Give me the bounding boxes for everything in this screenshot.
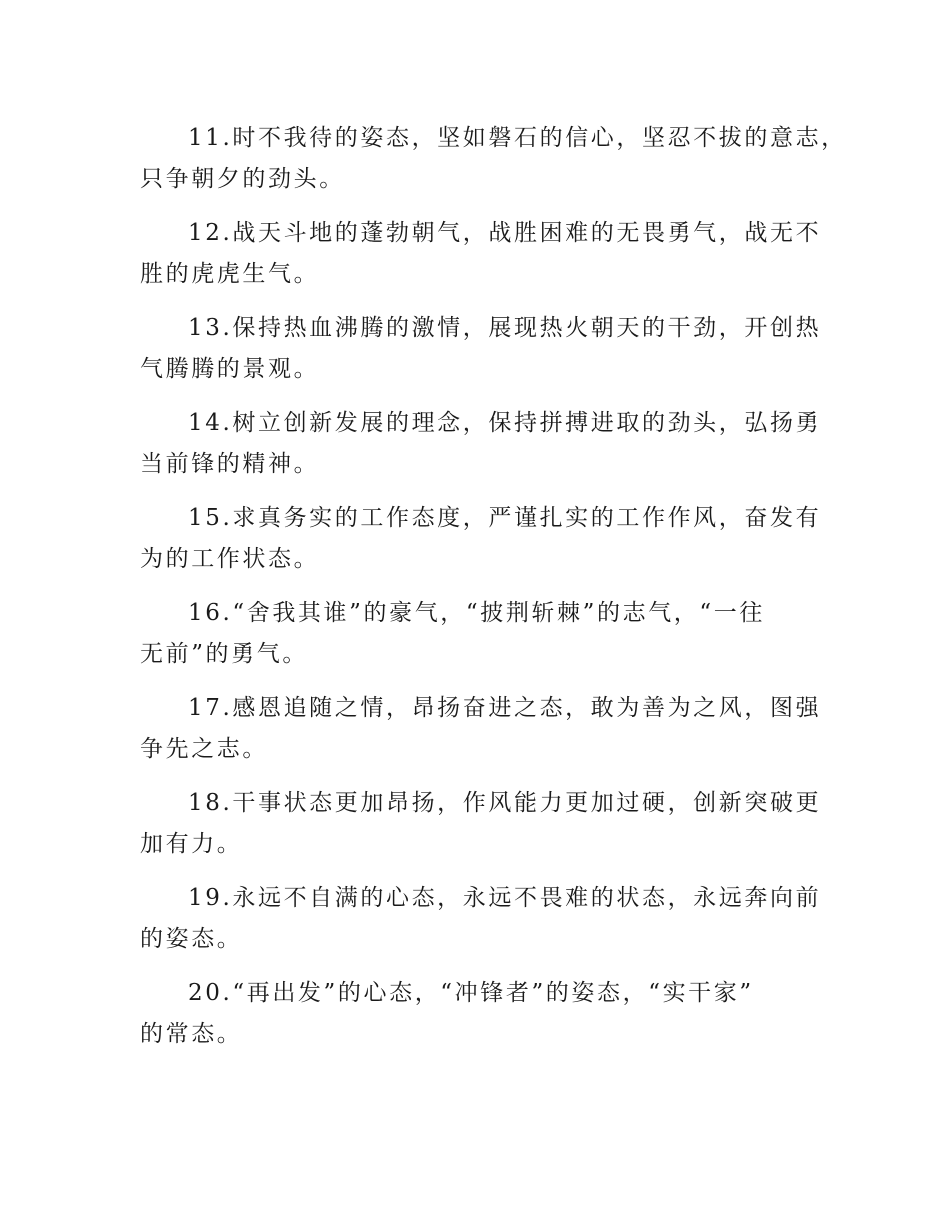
paragraph-11 [140, 118, 847, 200]
paragraph-line: 气腾腾的景观。 [140, 356, 320, 382]
paragraph-line: 15.求真务实的工作态度，严谨扎实的工作作风，奋发有 [188, 505, 822, 531]
paragraph-13 [140, 308, 825, 390]
paragraph-line: 无前”的勇气。 [140, 641, 308, 667]
paragraph-line: 只争朝夕的劲头。 [140, 166, 345, 192]
paragraph-line: 加有力。 [140, 831, 243, 857]
paragraph-line: 为的工作状态。 [140, 546, 320, 572]
paragraph-15 [140, 498, 825, 580]
paragraph-line: 当前锋的精神。 [140, 451, 320, 477]
paragraph-line: 12.战天斗地的蓬勃朝气，战胜困难的无畏勇气，战无不 [188, 220, 822, 246]
paragraph-20 [140, 973, 825, 1055]
paragraph-line: 16.“舍我其谁”的豪气，“披荆斩棘”的志气，“一往 [188, 600, 765, 626]
paragraph-line: 争先之志。 [140, 736, 268, 762]
paragraph-line: 胜的虎虎生气。 [140, 261, 320, 287]
paragraph-line: 18.干事状态更加昂扬，作风能力更加过硬，创新突破更 [188, 790, 822, 816]
paragraph-line: 14.树立创新发展的理念，保持拼搏进取的劲头，弘扬勇 [188, 410, 822, 436]
paragraph-line: 11.时不我待的姿态，坚如磐石的信心，坚忍不拔的意志， [188, 125, 847, 151]
paragraph-line: 17.感恩追随之情，昂扬奋进之态，敢为善为之风，图强 [188, 695, 822, 721]
document-body [140, 118, 847, 1068]
paragraph-12 [140, 213, 825, 295]
paragraph-line: 13.保持热血沸腾的激情，展现热火朝天的干劲，开创热 [188, 315, 822, 341]
paragraph-16 [140, 593, 825, 675]
paragraph-line: 的姿态。 [140, 926, 243, 952]
paragraph-14 [140, 403, 825, 485]
paragraph-18 [140, 783, 825, 865]
paragraph-19 [140, 878, 825, 960]
paragraph-line: 的常态。 [140, 1021, 243, 1047]
paragraph-line: 20.“再出发”的心态，“冲锋者”的姿态，“实干家” [188, 980, 754, 1006]
paragraph-line: 19.永远不自满的心态，永远不畏难的状态，永远奔向前 [188, 885, 822, 911]
paragraph-17 [140, 688, 825, 770]
